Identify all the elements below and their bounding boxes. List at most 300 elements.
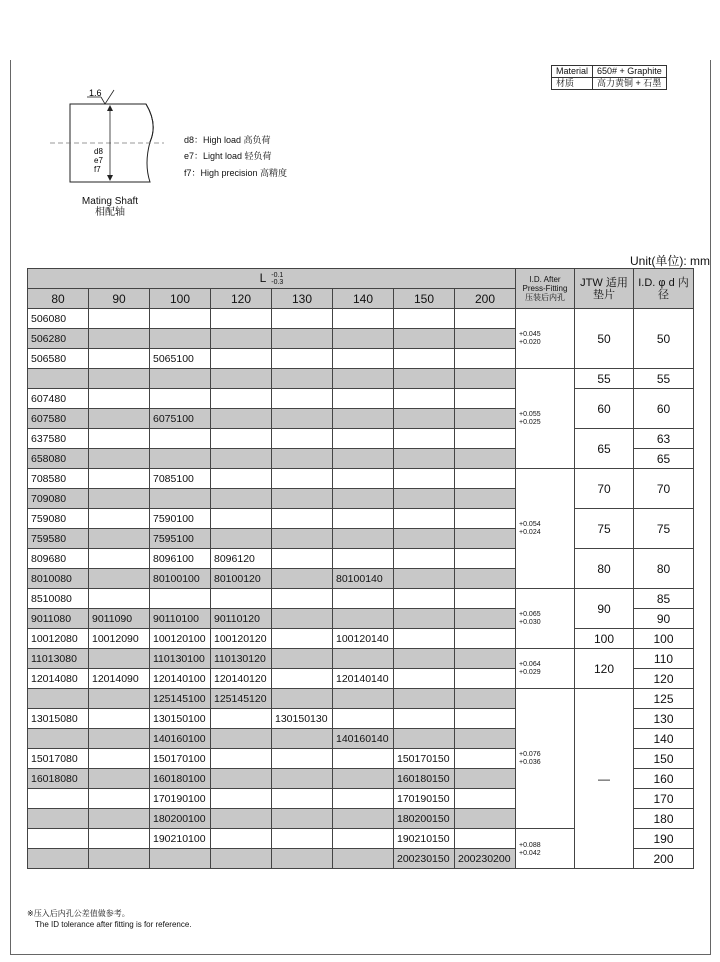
part-number-cell [394,729,455,749]
part-number-cell [455,309,516,329]
part-number-cell [455,649,516,669]
part-number-cell [89,769,150,789]
part-number-cell: 110130100 [150,649,211,669]
part-number-cell: 190210100 [150,829,211,849]
jtw-cell: 100 [575,629,634,649]
part-number-cell: 120140140 [333,669,394,689]
inner-diameter-cell: 130 [634,709,694,729]
part-number-cell [272,569,333,589]
part-number-cell: 130150100 [150,709,211,729]
table-row [28,589,694,609]
part-number-cell [28,809,89,829]
part-number-cell [211,449,272,469]
table-row [28,369,694,389]
jtw-cell: 75 [575,509,634,549]
part-number-cell: 11013080 [28,649,89,669]
part-number-cell [333,849,394,869]
part-number-cell [89,689,150,709]
part-number-cell [455,329,516,349]
length-col-header: 120 [211,289,272,309]
inner-diameter-cell: 170 [634,789,694,809]
part-number-cell [211,429,272,449]
part-number-cell: 180200100 [150,809,211,829]
part-number-cell [28,729,89,749]
part-number-cell: 80100100 [150,569,211,589]
part-number-cell: 709080 [28,489,89,509]
part-number-cell: 16018080 [28,769,89,789]
part-number-cell: 110130120 [211,649,272,669]
part-number-cell [394,409,455,429]
part-number-cell [272,429,333,449]
part-number-cell: 170190150 [394,789,455,809]
part-number-cell [272,749,333,769]
length-col-header: 100 [150,289,211,309]
press-fit-tolerance: +0.076 +0.036 [516,689,575,829]
part-number-cell [394,429,455,449]
part-number-cell [333,509,394,529]
part-number-cell [333,809,394,829]
part-number-cell: 708580 [28,469,89,489]
part-number-cell: 8010080 [28,569,89,589]
part-number-cell [455,589,516,609]
part-number-cell [211,389,272,409]
part-number-cell [89,849,150,869]
inner-diameter-cell: 150 [634,749,694,769]
table-row [28,389,694,409]
part-number-cell [272,369,333,389]
length-col-header: 80 [28,289,89,309]
part-number-cell [211,369,272,389]
length-col-header: 150 [394,289,455,309]
table-row [28,549,694,569]
part-number-cell [150,489,211,509]
part-number-cell: 160180150 [394,769,455,789]
legend-f7: f7：High precision 高精度 [184,168,288,178]
part-number-cell: 607480 [28,389,89,409]
part-number-cell [89,389,150,409]
part-number-cell: 190210150 [394,829,455,849]
material-label-cn: 材质 [552,78,593,90]
part-number-cell [272,669,333,689]
roughness-value: 1.6 [89,88,102,98]
note-en: The ID tolerance after fitting is for reference. [35,920,192,929]
press-fit-tolerance: +0.045 +0.020 [516,309,575,369]
part-number-cell [28,829,89,849]
part-number-cell [89,369,150,389]
part-number-cell: 200230150 [394,849,455,869]
part-number-cell [272,549,333,569]
part-number-cell [455,349,516,369]
part-number-cell [28,849,89,869]
part-number-cell [272,629,333,649]
material-value-en: 650# + Graphite [593,66,667,78]
jtw-cell: 55 [575,369,634,389]
part-number-cell: 506580 [28,349,89,369]
mating-shaft-drawing [50,86,165,190]
material-label-en: Material [552,66,593,78]
part-number-cell [333,449,394,469]
part-number-cell [394,449,455,469]
part-number-cell [211,509,272,529]
part-number-cell [211,729,272,749]
unit-label: Unit(单位): mm [630,254,710,268]
jtw-cell: 70 [575,469,634,509]
inner-diameter-cell: 200 [634,849,694,869]
length-col-header: 90 [89,289,150,309]
part-number-cell [333,789,394,809]
part-number-cell [455,389,516,409]
part-number-cell [211,789,272,809]
part-number-cell [455,809,516,829]
table-row [28,509,694,529]
part-number-cell [333,649,394,669]
part-number-cell [150,449,211,469]
part-number-cell: 12014090 [89,669,150,689]
part-number-cell [272,649,333,669]
part-number-cell [394,509,455,529]
note-cn: ※压入后内孔公差值做参考。 [27,909,130,918]
part-number-cell [394,389,455,409]
length-col-header: 200 [455,289,516,309]
part-number-cell [89,829,150,849]
part-number-cell [272,309,333,329]
frame-left-line [10,60,11,955]
fit-e7: e7 [94,156,103,165]
jtw-cell: 120 [575,649,634,689]
part-number-cell [211,529,272,549]
part-number-cell [333,549,394,569]
part-number-cell [333,329,394,349]
part-number-cell [333,489,394,509]
part-number-cell [455,749,516,769]
part-number-cell [272,469,333,489]
part-number-cell [455,369,516,389]
part-number-cell [211,749,272,769]
part-number-cell [89,329,150,349]
table-row [28,429,694,449]
part-number-cell: 125145120 [211,689,272,709]
part-number-cell [89,789,150,809]
part-number-cell [89,469,150,489]
part-number-cell [150,389,211,409]
press-fit-tolerance: +0.054 +0.024 [516,469,575,589]
part-number-cell [89,809,150,829]
part-number-cell [333,429,394,449]
part-number-cell [394,709,455,729]
part-number-cell [272,689,333,709]
table-row [28,469,694,489]
part-number-cell [150,309,211,329]
press-fit-tolerance: +0.055 +0.025 [516,369,575,469]
part-number-cell [394,549,455,569]
part-number-cell [333,369,394,389]
inner-diameter-cell: 50 [634,309,694,369]
part-number-cell [89,529,150,549]
jtw-cell: — [575,689,634,869]
press-fit-tolerance: +0.088 +0.042 [516,829,575,869]
part-number-cell [333,589,394,609]
shaft-caption [70,196,150,218]
part-number-cell [211,489,272,509]
jtw-cell: 90 [575,589,634,629]
part-number-cell [394,649,455,669]
shaft-caption-cn: 相配轴 [95,207,125,218]
part-number-cell: 140160100 [150,729,211,749]
part-number-cell [272,449,333,469]
part-number-cell [89,409,150,429]
part-number-cell [211,469,272,489]
jtw-cell: 50 [575,309,634,369]
table-row [28,629,694,649]
id-header: I.D. φ d 内径 [634,269,694,309]
press-fit-tolerance: +0.065 +0.030 [516,589,575,649]
part-number-cell: 130150130 [272,709,333,729]
part-number-cell [455,729,516,749]
part-number-cell: 7085100 [150,469,211,489]
part-number-cell: 506280 [28,329,89,349]
part-number-cell [333,469,394,489]
part-number-cell [455,709,516,729]
shaft-caption-en: Mating Shaft [81,196,139,207]
part-number-cell: 13015080 [28,709,89,729]
part-number-cell [28,789,89,809]
part-number-cell [89,709,150,729]
part-number-cell [211,309,272,329]
part-number-cell [272,529,333,549]
part-number-cell [394,469,455,489]
part-number-cell [89,449,150,469]
inner-diameter-cell: 110 [634,649,694,669]
inner-diameter-cell: 160 [634,769,694,789]
part-number-cell [333,749,394,769]
inner-diameter-cell: 63 [634,429,694,449]
part-number-cell [455,629,516,649]
part-number-cell [394,569,455,589]
part-number-cell [150,369,211,389]
part-number-cell [28,689,89,709]
part-number-cell [333,829,394,849]
part-number-cell [89,429,150,449]
part-number-cell: 15017080 [28,749,89,769]
legend-d8: d8：High load 高负荷 [184,135,271,145]
part-number-cell [89,309,150,329]
part-number-cell: 160180100 [150,769,211,789]
inner-diameter-cell: 85 [634,589,694,609]
part-number-cell [150,329,211,349]
part-number-cell [394,329,455,349]
part-number-cell [272,769,333,789]
part-number-cell [28,369,89,389]
part-number-cell: 180200150 [394,809,455,829]
part-number-cell: 200230200 [455,849,516,869]
part-number-cell [150,429,211,449]
part-number-cell: 506080 [28,309,89,329]
part-number-cell [272,609,333,629]
length-header [28,269,516,289]
inner-diameter-cell: 190 [634,829,694,849]
part-number-cell: 120140120 [211,669,272,689]
part-number-cell [89,549,150,569]
part-number-cell [455,509,516,529]
part-number-cell [333,349,394,369]
part-number-cell: 759080 [28,509,89,529]
part-number-cell: 8096100 [150,549,211,569]
part-number-cell: 658080 [28,449,89,469]
inner-diameter-cell: 60 [634,389,694,429]
part-number-cell [89,489,150,509]
inner-diameter-cell: 70 [634,469,694,509]
table-row [28,309,694,329]
part-number-cell: 80100120 [211,569,272,589]
material-value-cn: 高力黄铜 + 石墨 [593,78,667,90]
inner-diameter-cell: 75 [634,509,694,549]
part-number-cell [455,429,516,449]
part-number-cell [89,749,150,769]
part-number-cell [150,589,211,609]
inner-diameter-cell: 125 [634,689,694,709]
length-tolerance: -0.1 -0.3 [271,271,284,286]
part-number-cell: 637580 [28,429,89,449]
notes [27,908,192,930]
part-number-cell [89,729,150,749]
part-number-cell [211,829,272,849]
spec-table [27,268,694,869]
part-number-cell: 809680 [28,549,89,569]
part-number-cell [455,469,516,489]
jtw-header: JTW 适用垫片 [575,269,634,309]
part-number-cell [272,809,333,829]
jtw-cell: 80 [575,549,634,589]
part-number-cell [394,669,455,689]
part-number-cell [211,589,272,609]
part-number-cell [333,689,394,709]
inner-diameter-cell: 90 [634,609,694,629]
fit-d8: d8 [94,147,103,156]
part-number-cell [89,349,150,369]
inner-diameter-cell: 100 [634,629,694,649]
part-number-cell [333,529,394,549]
length-col-header: 130 [272,289,333,309]
part-number-cell [394,309,455,329]
part-number-cell: 5065100 [150,349,211,369]
jtw-cell: 65 [575,429,634,469]
part-number-cell: 607580 [28,409,89,429]
part-number-cell: 12014080 [28,669,89,689]
part-number-cell [272,349,333,369]
jtw-cell: 60 [575,389,634,429]
part-number-cell: 8510080 [28,589,89,609]
legend-e7: e7：Light load 轻负荷 [184,151,272,161]
part-number-cell [455,529,516,549]
part-number-cell [333,769,394,789]
part-number-cell: 150170100 [150,749,211,769]
part-number-cell: 7595100 [150,529,211,549]
part-number-cell [272,329,333,349]
part-number-cell: 6075100 [150,409,211,429]
part-number-cell [89,509,150,529]
frame-bottom-line [10,954,711,955]
roughness-symbol [101,90,114,104]
part-number-cell [211,709,272,729]
part-number-cell [455,689,516,709]
part-number-cell [455,449,516,469]
fit-f7: f7 [94,165,101,174]
part-number-cell [455,829,516,849]
table-row [28,689,694,709]
part-number-cell [150,849,211,869]
part-number-cell [394,629,455,649]
part-number-cell [333,609,394,629]
part-number-cell [211,809,272,829]
part-number-cell [211,329,272,349]
part-number-cell [394,689,455,709]
part-number-cell [89,569,150,589]
part-number-cell [394,349,455,369]
part-number-cell [455,789,516,809]
part-number-cell: 8096120 [211,549,272,569]
part-number-cell: 100120140 [333,629,394,649]
part-number-cell: 10012090 [89,629,150,649]
part-number-cell [89,649,150,669]
part-number-cell [272,409,333,429]
part-number-cell: 90110100 [150,609,211,629]
part-number-cell [272,389,333,409]
part-number-cell: 140160140 [333,729,394,749]
part-number-cell: 759580 [28,529,89,549]
part-number-cell: 9011080 [28,609,89,629]
part-number-cell: 80100140 [333,569,394,589]
part-number-cell: 10012080 [28,629,89,649]
part-number-cell [394,489,455,509]
inner-diameter-cell: 120 [634,669,694,689]
part-number-cell [272,509,333,529]
part-number-cell [89,589,150,609]
part-number-cell [333,309,394,329]
part-number-cell: 100120100 [150,629,211,649]
part-number-cell [455,669,516,689]
part-number-cell [394,589,455,609]
part-number-cell [333,409,394,429]
part-number-cell: 150170150 [394,749,455,769]
part-number-cell [455,409,516,429]
table-row [28,649,694,669]
part-number-cell [272,849,333,869]
part-number-cell: 7590100 [150,509,211,529]
press-fit-tolerance: +0.064 +0.029 [516,649,575,689]
length-symbol: L [259,271,266,286]
part-number-cell [211,349,272,369]
inner-diameter-cell: 80 [634,549,694,589]
part-number-cell [455,769,516,789]
id-after-press-header: I.D. After Press-Fitting 压装后内孔 [516,269,575,309]
part-number-cell [272,729,333,749]
part-number-cell [394,369,455,389]
part-number-cell: 170190100 [150,789,211,809]
part-number-cell: 125145100 [150,689,211,709]
part-number-cell [272,829,333,849]
part-number-cell [333,709,394,729]
part-number-cell [394,609,455,629]
length-col-header: 140 [333,289,394,309]
part-number-cell: 90110120 [211,609,272,629]
part-number-cell [455,549,516,569]
part-number-cell [211,769,272,789]
part-number-cell [272,589,333,609]
part-number-cell: 9011090 [89,609,150,629]
part-number-cell: 100120120 [211,629,272,649]
inner-diameter-cell: 140 [634,729,694,749]
frame-right-line [710,60,711,955]
